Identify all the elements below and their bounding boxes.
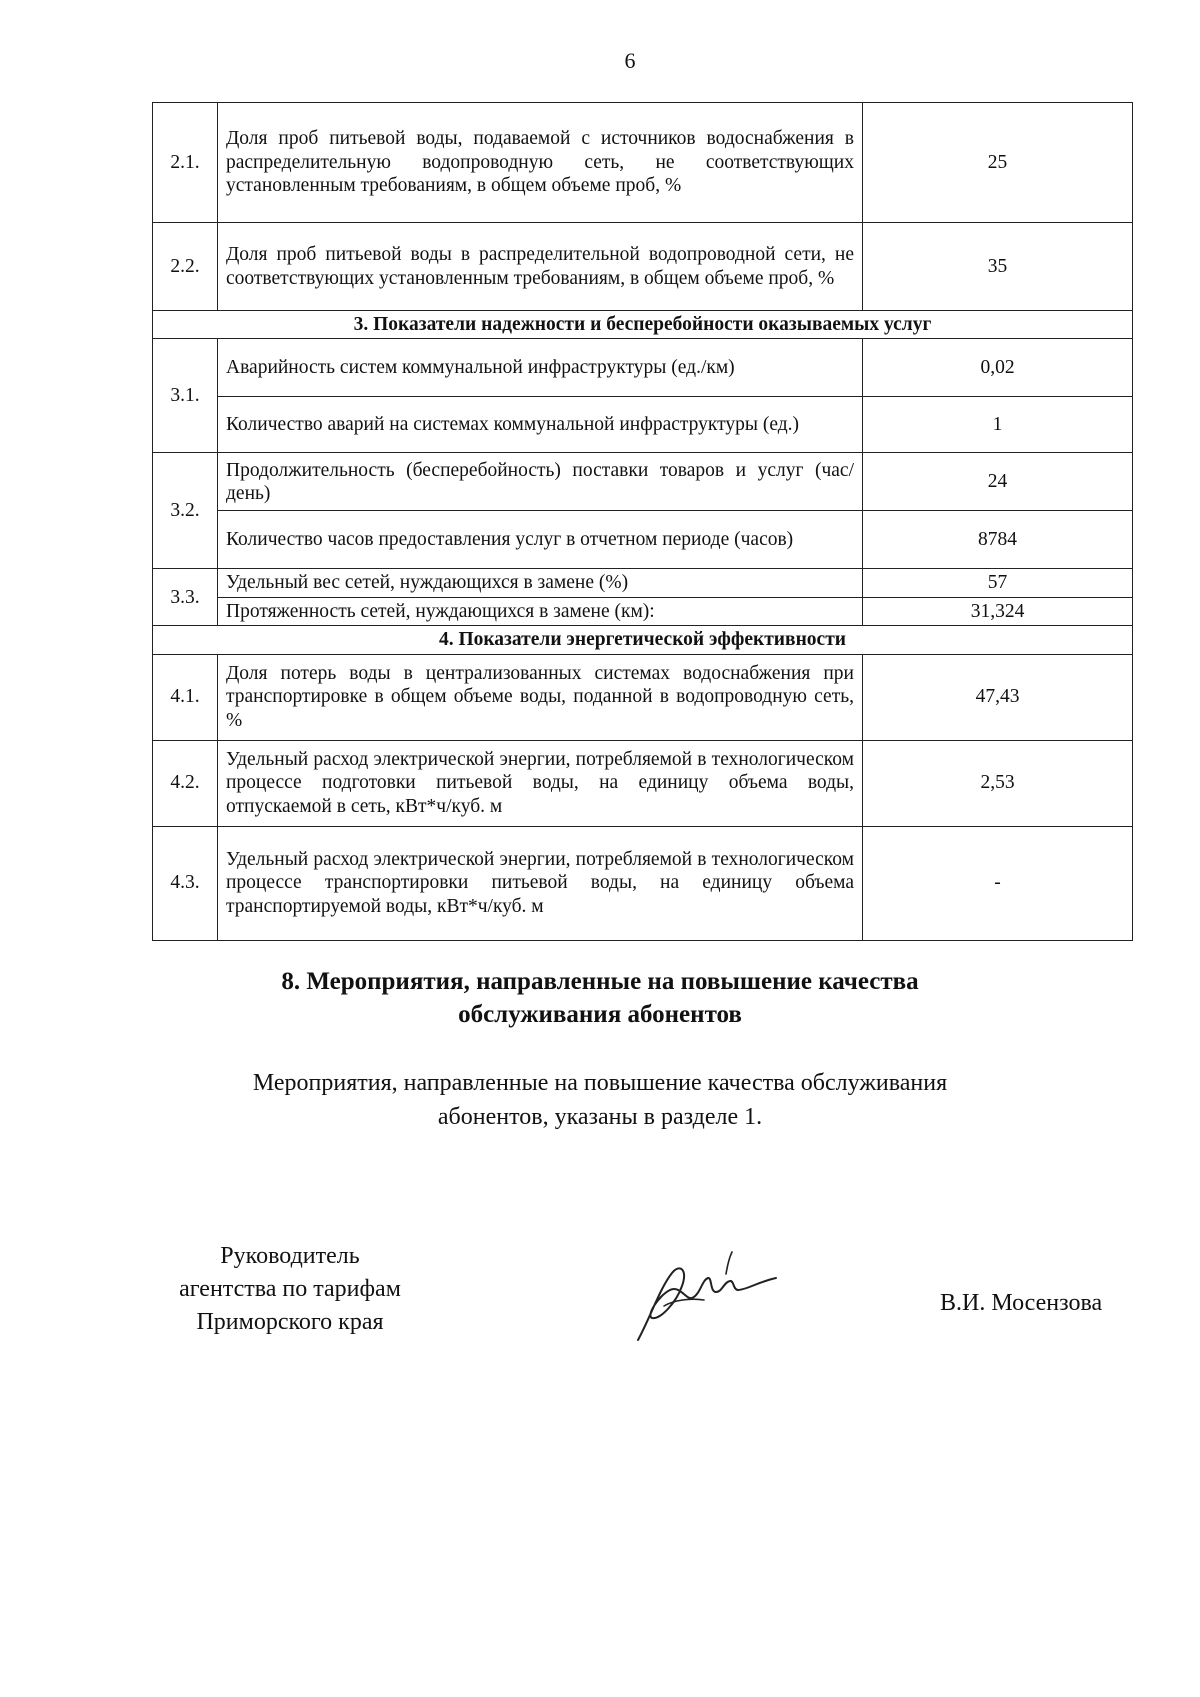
indicator-description: Количество часов предоставления услуг в отчетном периоде (часов) [218, 511, 863, 569]
table-row [153, 511, 1133, 569]
section-title: 4. Показатели энергетической эффективности [153, 626, 1133, 654]
signer-title-line1: Руководитель [220, 1243, 360, 1269]
indicator-value: 2,53 [863, 740, 1133, 826]
signer-title-line3: Приморского края [196, 1309, 384, 1336]
section-8-heading [0, 966, 1200, 1031]
section-row [153, 311, 1133, 339]
indicator-value: 0,02 [863, 339, 1133, 397]
indicator-description: Продолжительность (бесперебойность) поставки товаров и услуг (час/день) [218, 453, 863, 511]
row-number: 4.1. [153, 654, 218, 740]
indicator-description: Удельный расход электрической энергии, потребляемой в технологическом процессе транспортировки питьевой воды, на единицу объема транспортируемой воды, кВт*ч/куб. м [218, 826, 863, 940]
section-row [153, 626, 1133, 654]
table-row [153, 826, 1133, 940]
indicator-description: Доля проб питьевой воды в распределительной водопроводной сети, не соответствующих установленным требованиям, в общем объеме проб, % [218, 223, 863, 311]
row-number: 3.3. [153, 569, 218, 626]
indicator-value: 8784 [863, 511, 1133, 569]
indicator-description: Протяженность сетей, нуждающихся в замене (км): [218, 597, 863, 625]
indicator-description: Количество аварий на системах коммунальной инфраструктуры (ед.) [218, 397, 863, 453]
indicator-value: 31,324 [863, 597, 1133, 625]
section-8-heading-line2: обслуживания абонентов [458, 1000, 742, 1028]
indicator-value: 25 [863, 103, 1133, 223]
table-row [153, 453, 1133, 511]
section-8-text [0, 1067, 1200, 1134]
section-8-heading-line1: 8. Мероприятия, направленные на повышение качества [281, 968, 919, 995]
row-number: 4.2. [153, 740, 218, 826]
section-title: 3. Показатели надежности и бесперебойности оказываемых услуг [153, 311, 1133, 339]
indicator-description: Удельный расход электрической энергии, потребляемой в технологическом процессе подготовки питьевой воды, на единицу объема воды, отпускаемой в сеть, кВт*ч/куб. м [218, 740, 863, 826]
table-row [153, 103, 1133, 223]
row-number: 2.1. [153, 103, 218, 223]
table-row [153, 569, 1133, 597]
handwritten-signature [630, 1248, 780, 1348]
table-row [153, 339, 1133, 397]
indicator-value: - [863, 826, 1133, 940]
row-number: 3.1. [153, 339, 218, 453]
table-row [153, 397, 1133, 453]
indicator-value: 35 [863, 223, 1133, 311]
table-row [153, 223, 1133, 311]
row-number: 4.3. [153, 826, 218, 940]
indicator-description: Доля проб питьевой воды, подаваемой с источников водоснабжения в распределительную водопроводную сеть, не соответствующих установленным требованиям, в общем объеме проб, % [218, 103, 863, 223]
indicators-table [152, 102, 1133, 941]
section-8-text-line2: абонентов, указаны в разделе 1. [437, 1103, 763, 1130]
table-row [153, 740, 1133, 826]
indicator-description: Доля потерь воды в централизованных системах водоснабжения при транспортировке в общем объеме воды, поданной в водопроводную сеть, % [218, 654, 863, 740]
signer-title-line2: агентства по тарифам [179, 1276, 401, 1303]
indicator-value: 57 [863, 569, 1133, 597]
section-8-text-line1: Мероприятия, направленные на повышение качества обслуживания [252, 1070, 948, 1096]
row-number: 2.2. [153, 223, 218, 311]
indicator-description: Удельный вес сетей, нуждающихся в замене (%) [218, 569, 863, 597]
page-number: 6 [624, 48, 636, 73]
indicator-value: 24 [863, 453, 1133, 511]
signer-name: В.И. Мосензова [940, 1290, 1103, 1316]
signer-title [140, 1240, 440, 1339]
row-number: 3.2. [153, 453, 218, 569]
indicator-description: Аварийность систем коммунальной инфраструктуры (ед./км) [218, 339, 863, 397]
indicator-value: 1 [863, 397, 1133, 453]
table-row [153, 654, 1133, 740]
indicator-value: 47,43 [863, 654, 1133, 740]
table-row [153, 597, 1133, 625]
